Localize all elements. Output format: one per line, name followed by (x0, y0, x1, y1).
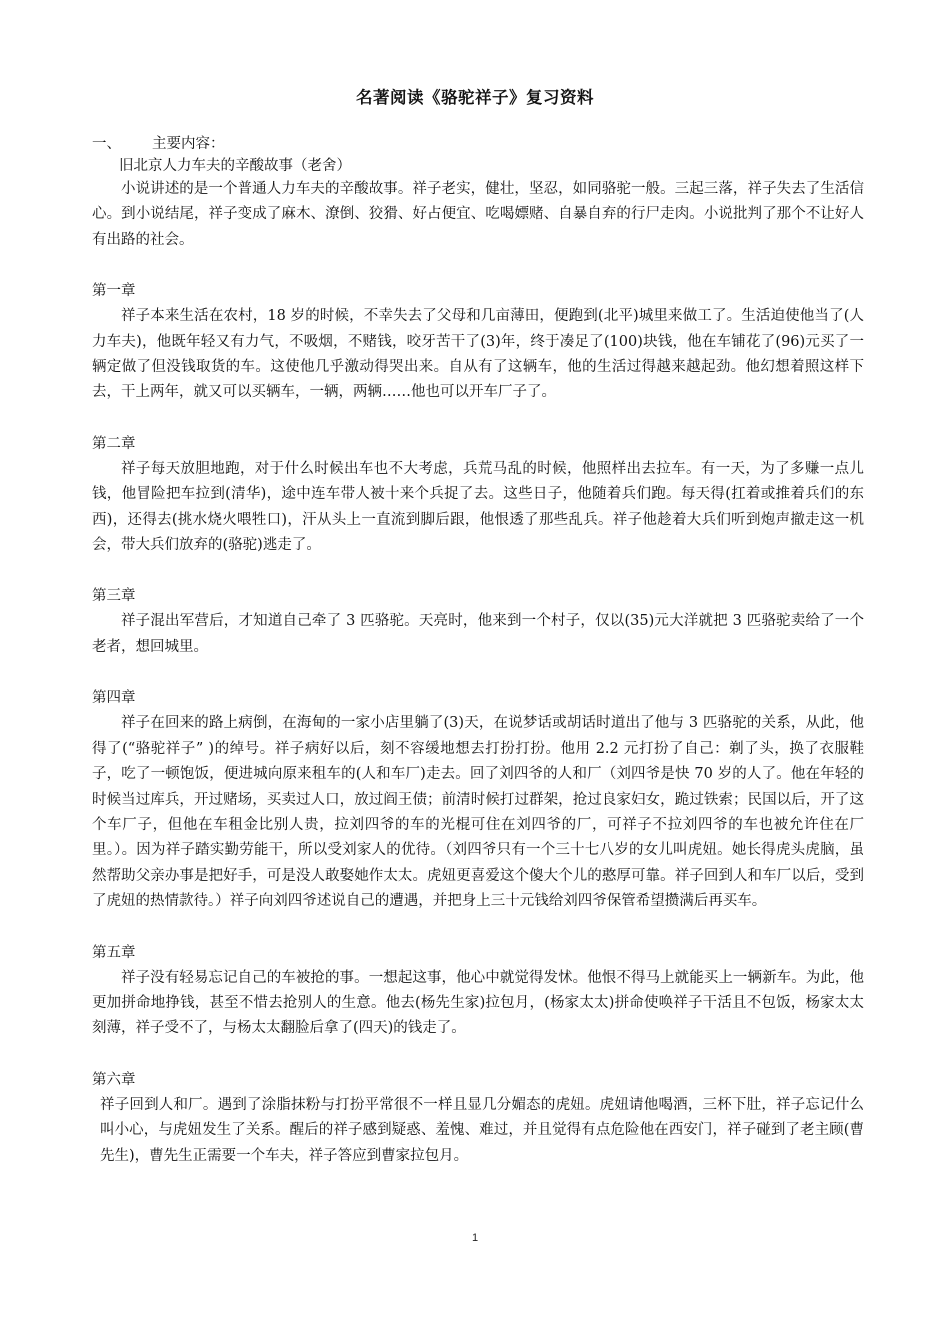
section-marker: 一、 (92, 136, 121, 152)
chapter-4-text: 祥子在回来的路上病倒，在海甸的一家小店里躺了(3)天，在说梦话或胡话时道出了他与 3 匹骆驼的关系，从此，他得了(“骆驼祥子” )的绰号。祥子病好以后，刻不容缓地想去打扮打扮。他用 2.2 元打扮了自己：剃了头，换了衣服鞋子，吃了一顿饱饭，便进城向原来租车的(人和车厂)走去。回了刘四爷的人和厂（刘四爷是快 70 岁的人了。他在年轻的时候当过库兵，开过赌场，买卖过人口，放过阎王债；前清时候打过群架，抢过良家妇女，跪过铁索；民国以后，开了这个车厂子，但他在车租金比别人贵，拉刘四爷的车的光棍可住在刘四爷的厂，可祥子不拉刘四爷的车也被允许住在厂里。）。因为祥子踏实勤劳能干，所以受刘家人的优待。（刘四爷只有一个三十七八岁的女儿叫虎妞。她长得虎头虎脑，虽然帮助父亲办事是把好手，可是没人敢娶她作太太。虎妞更喜爱这个傻大个儿的憨厚可靠。祥子回到人和车厂以后，受到了虎妞的热情款待。）祥子向刘四爷述说自己的遭遇，并把身上三十元钱给刘四爷保管希望攒满后再买车。 (92, 715, 864, 910)
chapter-6-heading: 第六章 (92, 1071, 136, 1088)
chapter-3-heading: 第三章 (92, 588, 136, 605)
chapter-5-heading: 第五章 (92, 944, 136, 961)
document-title: 名著阅读《骆驼祥子》复习资料 (356, 88, 594, 107)
subtitle: 旧北京人力车夫的辛酸故事（老舍） (119, 158, 351, 174)
chapter-2-heading: 第二章 (92, 435, 136, 452)
chapter-2-text: 祥子每天放胆地跑，对于什么时候出车也不大考虑，兵荒马乱的时候，他照样出去拉车。有一天，为了多赚一点儿钱，他冒险把车拉到(清华)，途中连车带人被十来个兵捉了去。这些日子，他随着兵们跑。每天得(扛着或推着兵们的东西)，还得去(挑水烧火喂牲口)，汗从头上一直流到脚后跟，他恨透了那些乱兵。祥子他趁着大兵们听到炮声撤走这一机会，带大兵们放弃的(骆驼)逃走了。 (92, 460, 864, 554)
summary-paragraph: 小说讲述的是一个普通人力车夫的辛酸故事。祥子老实，健壮，坚忍，如同骆驼一般。三起三落，祥子失去了生活信心。到小说结尾，祥子变成了麻木、潦倒、狡猾、好占便宜、吃喝嫖赌、自暴自弃的行尸走肉。小说批判了那个不让好人有出路的社会。 (92, 181, 864, 248)
chapter-5-text: 祥子没有轻易忘记自己的车被抢的事。一想起这事，他心中就觉得发怵。他恨不得马上就能买上一辆新车。为此，他更加拼命地挣钱，甚至不惜去抢别人的生意。他去(杨先生家)拉包月，(杨家太太)拼命使唤祥子干活且不包饭，杨家太太刻薄，祥子受不了，与杨太太翻脸后拿了(四天)的钱走了。 (92, 969, 864, 1037)
chapter-4-heading: 第四章 (92, 690, 136, 707)
chapter-1-text: 祥子本来生活在农村，18 岁的时候，不幸失去了父母和几亩薄田，便跑到(北平)城里来做工了。生活迫使他当了(人力车夫)，他既年轻又有力气，不吸烟，不赌钱，咬牙苦干了(3)年，终于凑足了(100)块钱，他在车铺花了(96)元买了一辆定做了但没钱取货的车。这使他几乎激动得哭出来。自从有了这辆车，他的生活过得越来越起劲。他幻想着照这样下去，干上两年，就又可以买辆车，一辆，两辆……他也可以开车厂子了。 (92, 308, 864, 401)
chapter-3-text: 祥子混出军营后，才知道自己牵了 3 匹骆驼。天亮时，他来到一个村子，仅以(35)元大洋就把 3 匹骆驼卖给了一个老者，想回城里。 (92, 613, 864, 655)
section-heading (92, 133, 864, 155)
section-title: 主要内容： (152, 136, 225, 152)
chapter-1-heading: 第一章 (92, 283, 136, 300)
document-body (92, 133, 864, 1169)
chapter-6-text: 祥子回到人和厂。遇到了涂脂抹粉与打扮平常很不一样且显几分媚态的虎妞。虎妞请他喝酒，三杯下肚，祥子忘记什么叫小心，与虎妞发生了关系。醒后的祥子感到疑惑、羞愧、难过，并且觉得有点危险他在西安门，祥子碰到了老主顾(曹先生)，曹先生正需要一个车夫，祥子答应到曹家拉包月。 (100, 1096, 864, 1164)
page-number: 1 (471, 1232, 479, 1244)
